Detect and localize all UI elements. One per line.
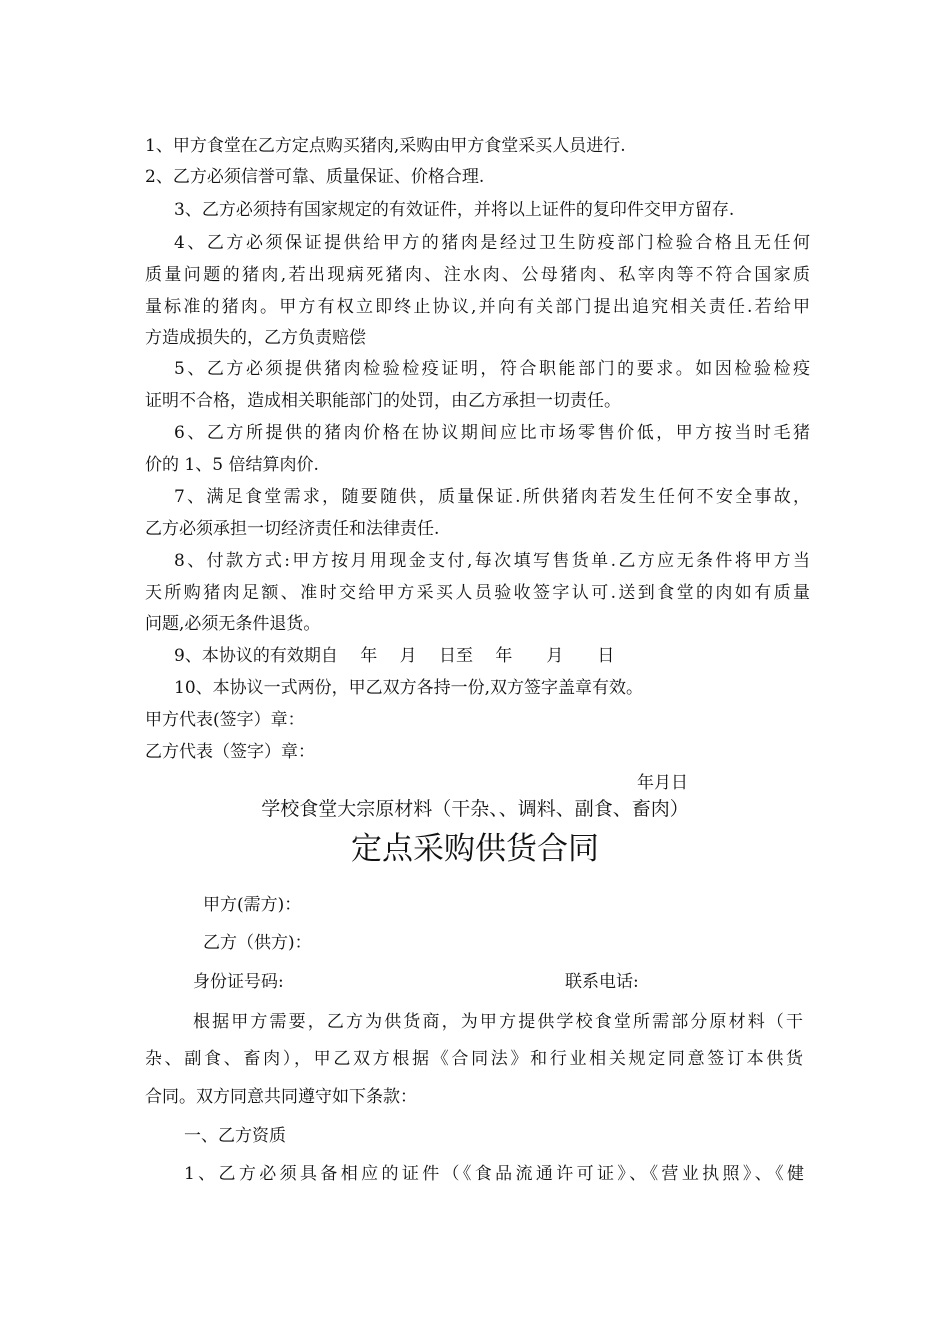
item-8-line-2: 天所购猪肉足额、准时交给甲方采买人员验收签字认可.送到食堂的肉如有质量 [145, 583, 810, 603]
item-4-line-4: 方造成损失的，乙方负责赔偿 [145, 328, 366, 348]
clause-1: 1、乙方必须具备相应的证件（《食品流通许可证》、《营业执照》、《健 [184, 1164, 804, 1184]
item-9: 9、本协议的有效期自 年 月 日至 年 月 日 [174, 646, 615, 666]
item-5-line-2: 证明不合格，造成相关职能部门的处罚，由乙方承担一切责任。 [145, 391, 621, 411]
party-b-label: 乙方（供方)： [203, 933, 312, 953]
item-6-line-1: 6、乙方所提供的猪肉价格在协议期间应比市场零售价低，甲方按当时毛猪 [174, 423, 810, 443]
item-6-line-2: 价的 1、5 倍结算肉价. [145, 455, 319, 475]
contract-subtitle: 学校食堂大宗原材料（干杂、、调料、副食、畜肉） [261, 798, 689, 820]
item-2: 2、乙方必须信誉可靠、质量保证、价格合理. [145, 167, 485, 187]
item-4-line-3: 量标准的猪肉。甲方有权立即终止协议,并向有关部门提出追究相关责任.若给甲 [145, 297, 810, 317]
intro-line-2: 杂、副食、畜肉），甲乙双方根据《合同法》和行业相关规定同意签订本供货 [145, 1049, 803, 1069]
item-4-line-1: 4、乙方必须保证提供给甲方的猪肉是经过卫生防疫部门检验合格且无任何 [174, 233, 810, 253]
item-4-line-2: 质量问题的猪肉,若出现病死猪肉、注水肉、公母猪肉、私宰肉等不符合国家质 [145, 265, 810, 285]
item-10: 10、本协议一式两份，甲乙双方各持一份,双方签字盖章有效。 [174, 678, 644, 698]
id-number-label: 身份证号码: [193, 972, 284, 992]
intro-line-1: 根据甲方需要，乙方为供货商，为甲方提供学校食堂所需部分原材料（干 [193, 1012, 803, 1032]
date-line: 年月日 [637, 773, 688, 793]
section-heading-qualification: 一、乙方资质 [184, 1126, 286, 1146]
party-b-signature: 乙方代表（签字）章： [145, 742, 315, 762]
contract-title: 定点采购供货合同 [351, 831, 599, 867]
item-8-line-3: 问题,必须无条件退货。 [145, 614, 321, 634]
item-8-line-1: 8、付款方式:甲方按月用现金支付,每次填写售货单.乙方应无条件将甲方当 [174, 551, 810, 571]
phone-label: 联系电话: [565, 972, 639, 992]
item-7-line-2: 乙方必须承担一切经济责任和法律责任. [145, 519, 440, 539]
item-5-line-1: 5、乙方必须提供猪肉检验检疫证明，符合职能部门的要求。如因检验检疫 [174, 359, 810, 379]
item-3: 3、乙方必须持有国家规定的有效证件，并将以上证件的复印件交甲方留存. [174, 200, 735, 220]
party-a-label: 甲方(需方)： [203, 895, 302, 915]
intro-line-3: 合同。双方同意共同遵守如下条款： [145, 1087, 417, 1107]
item-1: 1、甲方食堂在乙方定点购买猪肉,采购由甲方食堂采买人员进行. [145, 136, 626, 156]
party-a-signature: 甲方代表(签字）章： [145, 710, 305, 730]
item-7-line-1: 7、满足食堂需求，随要随供，质量保证.所供猪肉若发生任何不安全事故， [174, 487, 810, 507]
